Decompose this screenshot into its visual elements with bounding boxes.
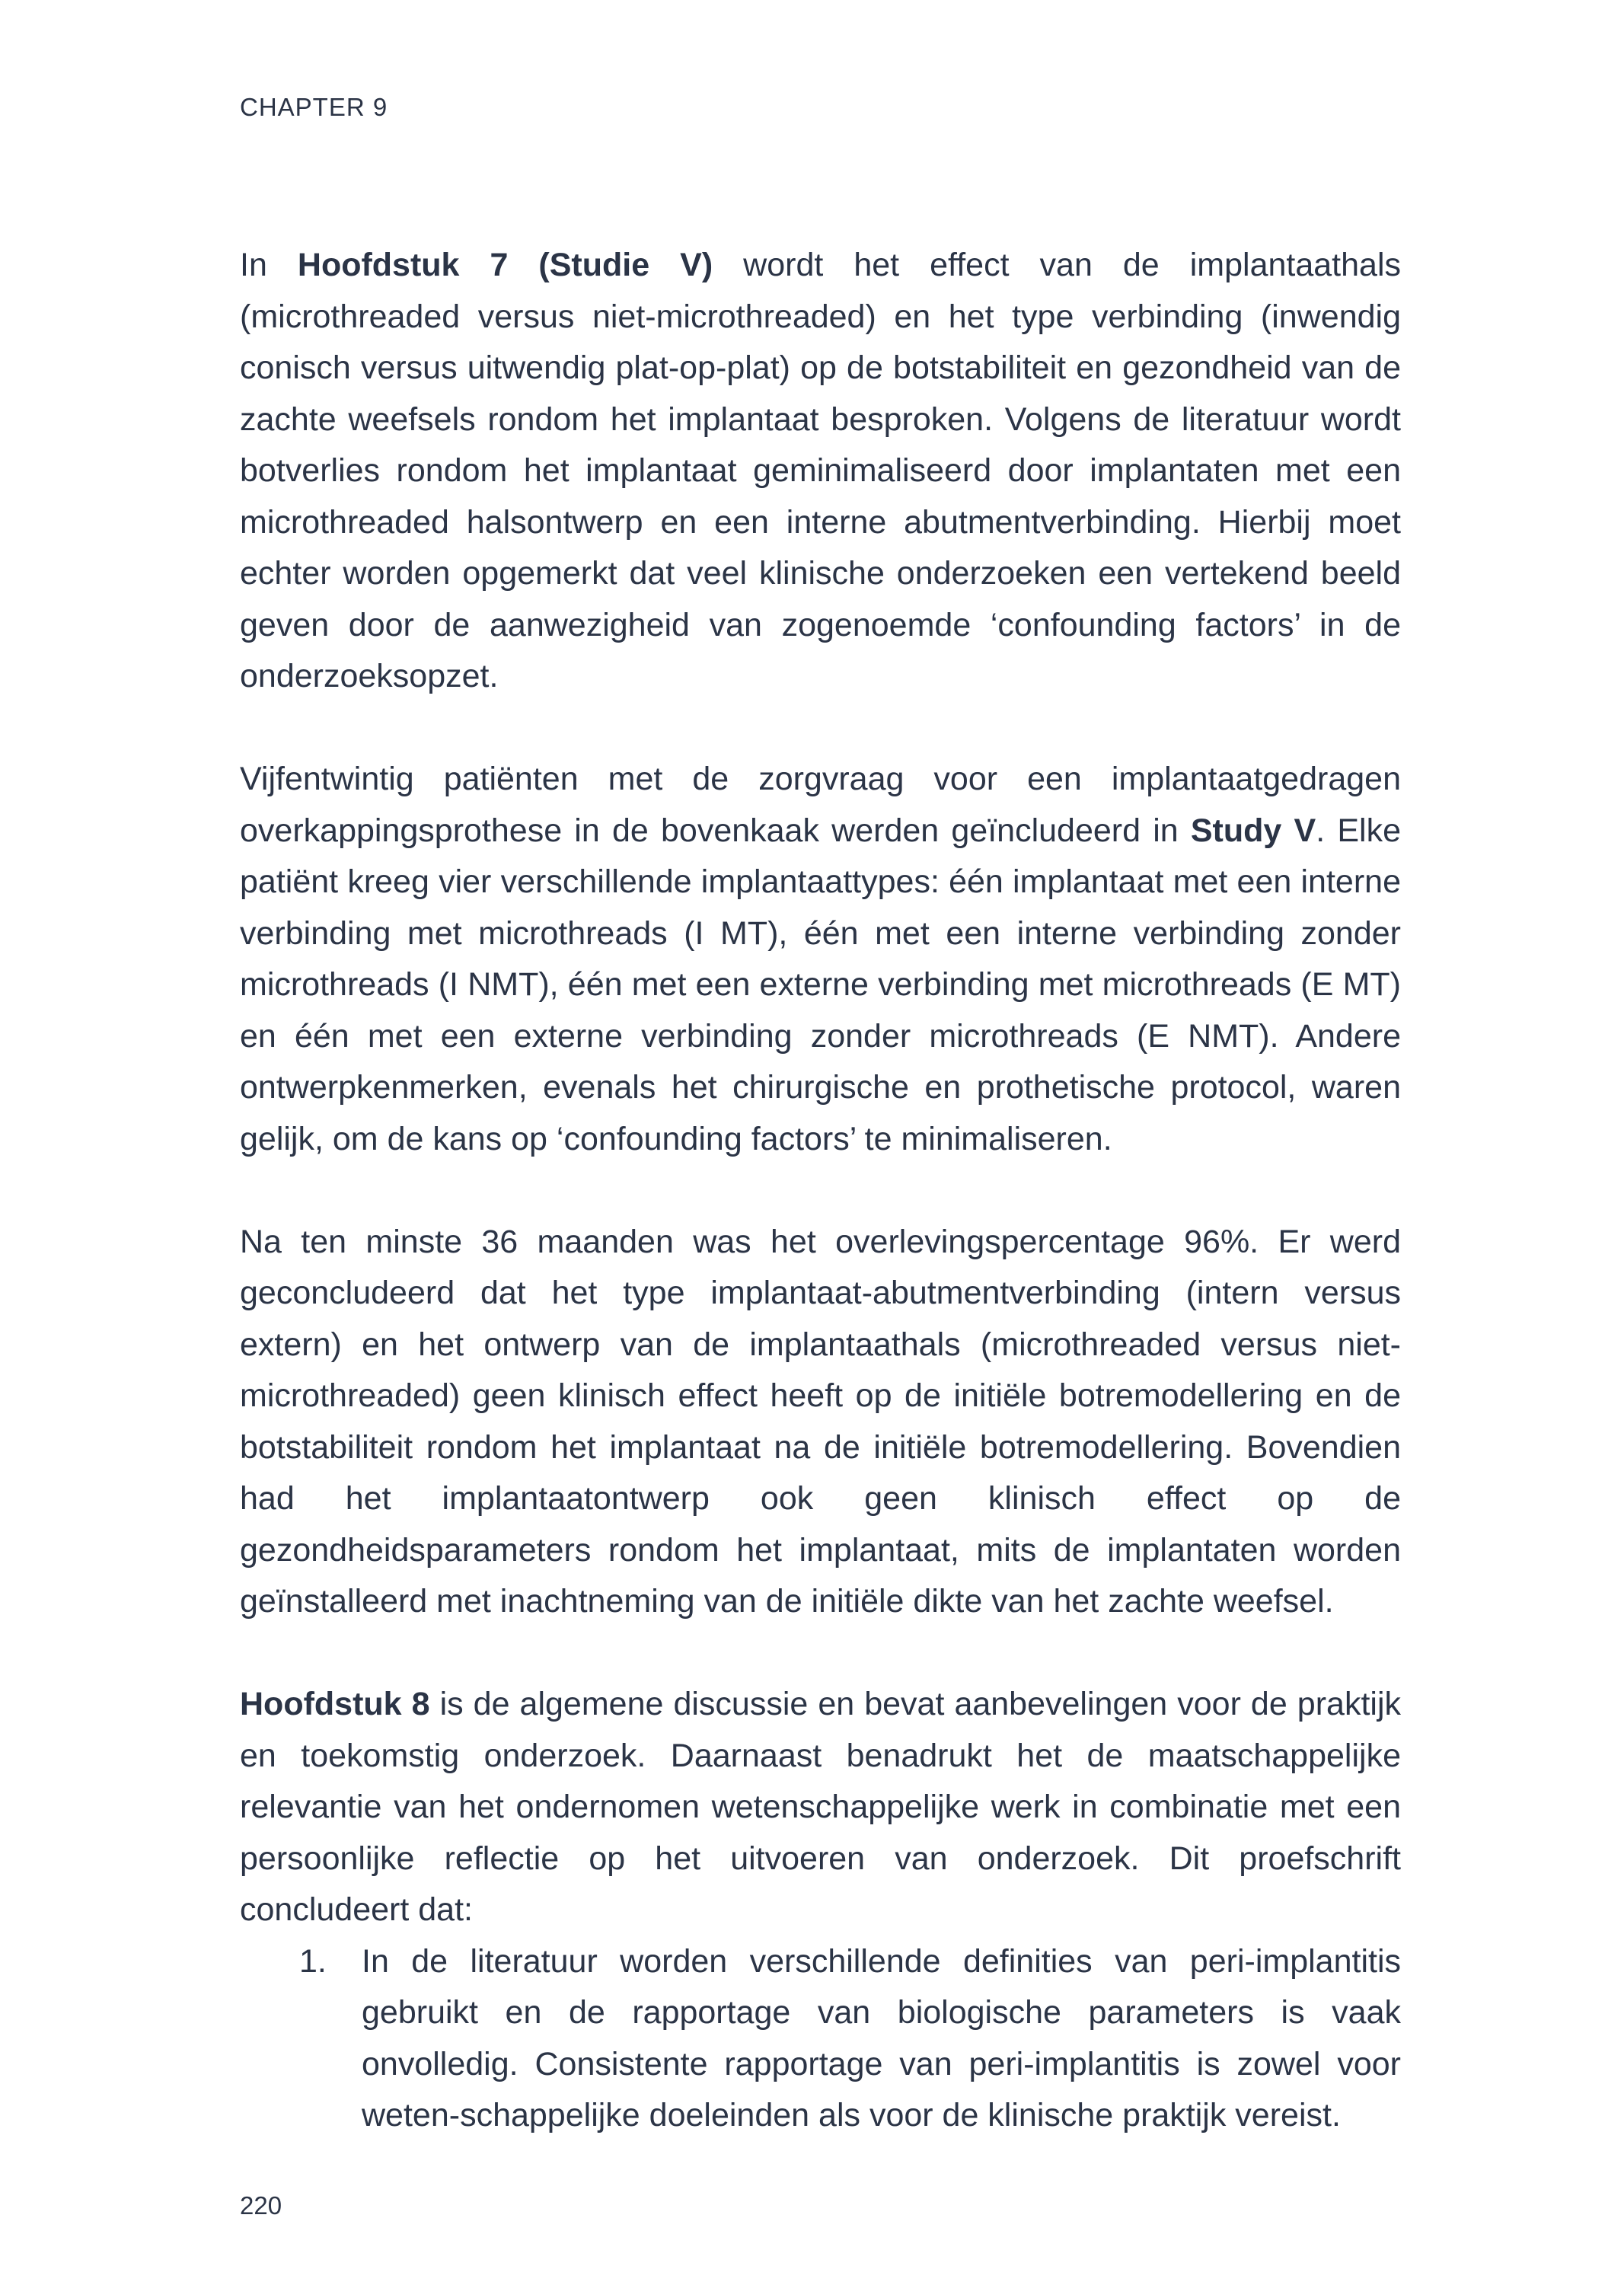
paragraph-chapter-8 (240, 1679, 1401, 1936)
paragraph-text: is de algemene discussie en bevat aanbevelingen voor de praktijk en toekomstig onderzoek. Daarnaast benadrukt het de maatschappelijke relevantie van het ondernomen wetenschappelijke werk in combinatie met een persoonlijke reflectie op het uitvoeren van onderzoek. Dit proefschrift concludeert dat: (240, 1686, 1401, 1928)
paragraph-results (240, 1217, 1401, 1628)
paragraph-text: Na ten minste 36 maanden was het overlevingspercentage 96%. Er werd geconcludeerd dat het type implantaat-abutmentverbinding (intern versus extern) en het ontwerp van de implantaathals (microthreaded versus niet-microthreaded) geen klinisch effect heeft op de initiële botremodellering en de botstabiliteit rondom het implantaat na de initiële botremodellering. Bovendien had het implantaatontwerp ook geen klinisch effect op de gezondheidsparameters rondom het implantaat, mits de implantaten worden geïnstalleerd met inachtneming van de initiële dikte van het zachte weefsel. (240, 1223, 1401, 1620)
paragraph-chapter-7 (240, 240, 1401, 703)
paragraph-text: In (240, 247, 298, 283)
page-number: 220 (240, 2191, 282, 2220)
chapter-8-heading: Hoofdstuk 8 (240, 1686, 430, 1722)
paragraph-study-v (240, 754, 1401, 1165)
paragraph-text: wordt het effect van de implantaathals (microthreaded versus niet-microthreaded) en het type verbinding (inwendig conisch versus uitwendig plat-op-plat) op de botstabiliteit en gezondheid van de zachte weefsels rondom het implantaat besproken. Volgens de literatuur wordt botverlies rondom het implantaat geminimaliseerd door implantaten met een microthreaded halsontwerp en een interne abutmentverbinding. Hierbij moet echter worden opgemerkt dat veel klinische onderzoeken een vertekend beeld geven door de aanwezigheid van zogenoemde ‘confounding factors’ in de onderzoeksopzet. (240, 247, 1401, 694)
running-head: CHAPTER 9 (240, 93, 388, 121)
list-item-text: In de literatuur worden verschillende definities van peri-implantitis gebruikt en de rapportage van biologische parameters is vaak onvolledig. Consistente rapportage van peri-implantitis is zowel voor weten-schappelijke doeleinden als voor de klinische praktijk vereist. (362, 1942, 1401, 2133)
paragraph-text: . Elke patiënt kreeg vier verschillende implantaattypes: één implantaat met een interne verbinding met microthreads (I MT), één met een interne verbinding zonder microthreads (I NMT), één met een externe verbinding met microthreads (E MT) en één met een externe verbinding zonder microthreads (E NMT). Andere ontwerpkenmerken, evenals het chirurgische en prothetische protocol, waren gelijk, om de kans op ‘confounding factors’ te minimaliseren. (240, 812, 1401, 1157)
body-text (240, 240, 1401, 2142)
conclusions-list (240, 1936, 1401, 2142)
study-v-reference: Study V (1190, 812, 1316, 849)
paragraph-text: Vijfentwintig patiënten met de zorgvraag voor een implantaatgedragen overkappingsprothese in de bovenkaak werden geïncludeerd in (240, 761, 1401, 849)
list-item-number: 1. (299, 1942, 327, 1980)
chapter-7-heading: Hoofdstuk 7 (Studie V) (297, 247, 713, 283)
list-item (240, 1936, 1401, 2142)
